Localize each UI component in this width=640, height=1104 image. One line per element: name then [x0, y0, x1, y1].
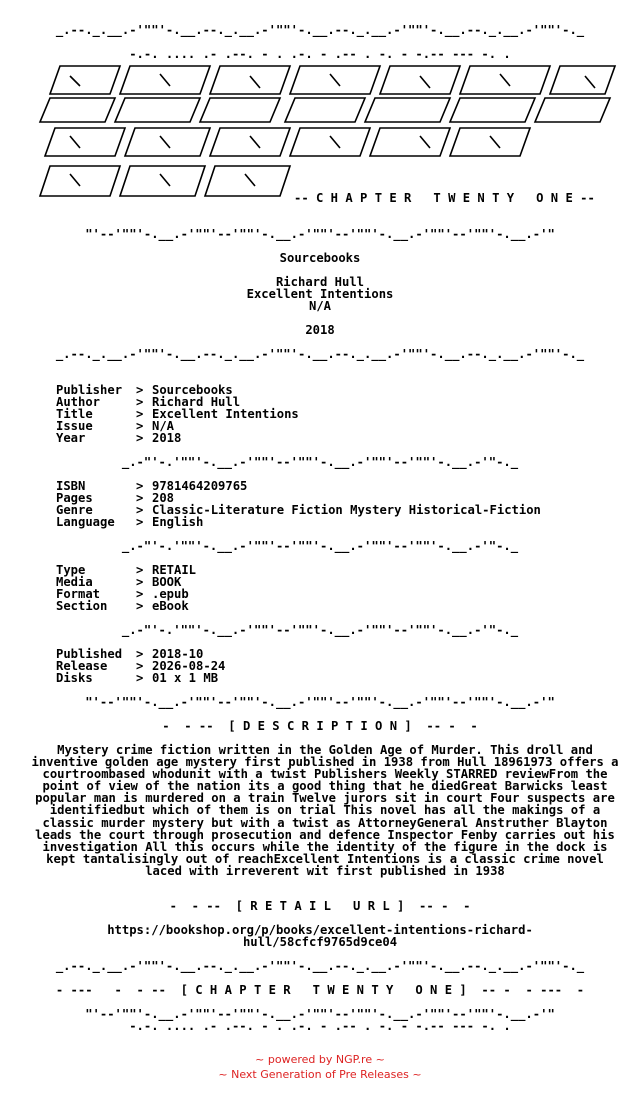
info-value: .epub: [152, 587, 189, 601]
info-row: [56, 600, 196, 612]
info-row: [56, 516, 541, 528]
info-separator: >: [136, 407, 144, 421]
info-value: RETAIL: [152, 563, 197, 577]
info-key: ISBN: [56, 479, 86, 493]
info-value: 2026-08-24: [152, 659, 226, 673]
wave-divider-3: _.--._.__.-'""'-.__.--._.__.-'""'-.__.--._.__.-'""'-.__.--._.__.-'""'-._: [55, 347, 585, 361]
wave-divider-2: "'--'""'-.__.-'""'--'""'-.__.-'""'--'""'-.__.-'""'--'""'-.__.-'": [85, 227, 555, 241]
head-year: 2018: [305, 323, 335, 337]
info-key: Media: [56, 575, 93, 589]
footer-powered-by: ~ powered by NGP.re ~: [255, 1053, 385, 1066]
separator-2: _.-"'-.'""'-.__.-'""'--'""'-.__.-'""'--'""'-.__.-'"-._: [121, 539, 519, 553]
info-value: 208: [152, 491, 175, 505]
info-key: Disks: [56, 671, 93, 685]
head-issue: N/A: [308, 299, 331, 313]
info-key: Language: [56, 515, 115, 529]
head-author: Richard Hull: [275, 275, 365, 289]
info-separator: >: [136, 419, 144, 433]
info-separator: >: [136, 575, 144, 589]
info-value: Excellent Intentions: [152, 407, 299, 421]
info-value: Sourcebooks: [152, 383, 233, 397]
info-row: [56, 432, 299, 444]
retail-url-link[interactable]: https://bookshop.org/p/books/excellent-intentions-richard-hull/58cfcf9765d9ce04: [107, 923, 533, 949]
info-key: Section: [56, 599, 108, 613]
head-publisher: Sourcebooks: [279, 251, 361, 265]
info-value: English: [152, 515, 204, 529]
info-key: Genre: [56, 503, 93, 517]
wave-divider-6: "'--'""'-.__.-'""'--'""'-.__.-'""'--'""'-.__.-'""'--'""'-.__.-'": [85, 1007, 555, 1021]
description-text: Mystery crime fiction written in the Golden Age of Murder. This droll and inventive golden age mystery first published in 1938 from Hull 18961973 offers a courtroombased whodunit with a twist Publishers Weekly STARRED reviewFrom the point of view of the nation its a good thing that he diedGreat Barwicks least popular man is murdered on a train Twelve jurors sit in court Four suspects are identifiedbut which of them is on trial This novel has all the makings of a classic murder mystery but with a twist as AttorneyGeneral Anstruther Blayton leads the court through prosecution and defence Inspector Fenby carries out his investigation All this occurs while the identity of the figure in the dock is kept tantalisingly out of reachExcellent Intentions is a classic crime novel laced with irreverent wit first published in 1938: [31, 743, 619, 878]
info-separator: >: [136, 515, 144, 529]
info-value: 2018: [152, 431, 182, 445]
info-key: Published: [56, 647, 123, 661]
info-separator: >: [136, 659, 144, 673]
info-block-format: [56, 564, 196, 612]
head-title: Excellent Intentions: [246, 287, 394, 301]
info-key: Issue: [56, 419, 93, 433]
separator-3: _.-"'-.'""'-.__.-'""'--'""'-.__.-'""'--'""'-.__.-'"-._: [121, 623, 519, 637]
info-separator: >: [136, 431, 144, 445]
info-key: Type: [56, 563, 86, 577]
footer-tagline: ~ Next Generation of Pre Releases ~: [218, 1068, 422, 1081]
info-key: Release: [56, 659, 108, 673]
wave-divider-5: _.--._.__.-'""'-.__.--._.__.-'""'-.__.--._.__.-'""'-.__.--._.__.-'""'-._: [55, 959, 585, 973]
info-separator: >: [136, 383, 144, 397]
info-separator: >: [136, 503, 144, 517]
info-separator: >: [136, 563, 144, 577]
retail-url-heading: - - -- [ R E T A I L U R L ] -- - -: [169, 899, 471, 913]
info-value: Richard Hull: [152, 395, 241, 409]
dots-line-bottom: -.-. .... .- .--. - . .-. - .-- . -. - -.-- --- -. .: [129, 1019, 511, 1033]
dots-line-top: -.-. .... .- .--. - . .-. - .-- . -. - -.-- --- -. .: [129, 47, 511, 61]
info-key: Publisher: [56, 383, 123, 397]
info-block-dates: [56, 648, 225, 684]
info-value: Classic-Literature Fiction Mystery Historical-Fiction: [152, 503, 541, 517]
info-key: Author: [56, 395, 101, 409]
info-key: Format: [56, 587, 101, 601]
info-separator: >: [136, 671, 144, 685]
info-separator: >: [136, 395, 144, 409]
info-key: Title: [56, 407, 93, 421]
info-row: [56, 480, 541, 492]
info-separator: >: [136, 491, 144, 505]
wave-divider-top: _.--._.__.-'""'-.__.--._.__.-'""'-.__.--._.__.-'""'-.__.--._.__.-'""'-._: [55, 23, 585, 37]
info-block-book: [56, 480, 541, 528]
chapter-banner-art: -- C H A P T E R T W E N T Y O N E --: [294, 191, 595, 205]
info-value: 9781464209765: [152, 479, 248, 493]
info-value: N/A: [152, 419, 175, 433]
description-heading: - - -- [ D E S C R I P T I O N ] -- - -: [162, 719, 478, 733]
info-row: [56, 504, 541, 516]
info-value: eBook: [152, 599, 189, 613]
closing-chapter-line: - --- - - -- [ C H A P T E R T W E N T Y O N E ] -- - - --- -: [55, 983, 585, 997]
info-separator: >: [136, 587, 144, 601]
info-key: Pages: [56, 491, 93, 505]
info-value: BOOK: [152, 575, 182, 589]
info-row: [56, 672, 225, 684]
wave-divider-4: "'--'""'-.__.-'""'--'""'-.__.-'""'--'""'-.__.-'""'--'""'-.__.-'": [85, 695, 555, 709]
separator-1: _.-"'-.'""'-.__.-'""'--'""'-.__.-'""'--'""'-.__.-'"-._: [121, 455, 519, 469]
info-value: 2018-10: [152, 647, 204, 661]
info-key: Year: [56, 431, 86, 445]
info-block-release: [56, 384, 299, 444]
info-separator: >: [136, 647, 144, 661]
info-separator: >: [136, 479, 144, 493]
info-value: 01 x 1 MB: [152, 671, 219, 685]
info-separator: >: [136, 599, 144, 613]
